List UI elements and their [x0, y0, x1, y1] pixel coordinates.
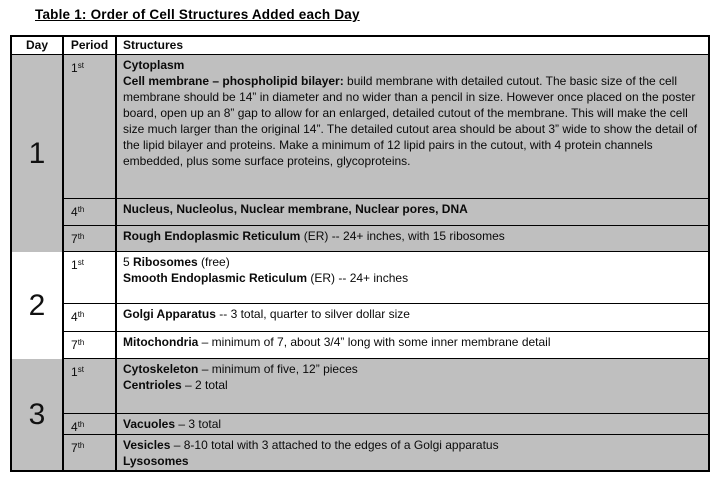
structures-cell	[117, 332, 708, 358]
structure-detail: 5	[123, 255, 134, 269]
structures-line	[123, 416, 700, 432]
structures-line	[123, 377, 700, 393]
day-group-2	[12, 252, 708, 359]
period-cell	[64, 55, 117, 198]
table-row	[64, 414, 708, 435]
structures-line	[123, 57, 700, 73]
period-number: 7	[71, 441, 78, 455]
table-row	[64, 199, 708, 226]
structures-cell	[117, 304, 708, 331]
period-ordinal-suffix: th	[77, 441, 85, 450]
period-cell	[64, 332, 117, 358]
structure-name: Smooth Endoplasmic Reticulum	[123, 271, 308, 285]
day-rows	[64, 55, 708, 252]
table-row	[64, 226, 708, 252]
period-number: 1	[71, 365, 78, 379]
structures-cell	[117, 55, 708, 198]
structure-detail: – 2 total	[181, 378, 228, 392]
day-number: 1	[12, 55, 64, 252]
table-body	[12, 55, 708, 470]
table-row	[64, 359, 708, 414]
structure-detail: – minimum of 7, about 3/4” long with some inner membrane detail	[198, 335, 551, 349]
period-ordinal-suffix: th	[77, 310, 85, 319]
day-rows	[64, 252, 708, 359]
day-rows	[64, 359, 708, 470]
day-number: 2	[12, 252, 64, 359]
table-row	[64, 332, 708, 359]
period-cell	[64, 304, 117, 331]
structure-detail: (ER) -- 24+ inches, with 15 ribosomes	[300, 229, 505, 243]
table-row	[64, 252, 708, 304]
structure-detail: build membrane with detailed cutout. The basic size of the cell membrane should be 14” in diameter and no wider than a pencil in size. However once placed on the poster board, open up an 8” gap to allow for an enlarged, detailed cutout of the membrane. This will make the cell size much larger than the original 14”. The detailed cutout area should be about 3” wide to show the detail of the lipid bilayer and proteins. Make a minimum of 12 lipid pairs in the cutout, with 4 protein channels embedded, plus some surface proteins, glycoproteins.	[123, 74, 698, 168]
period-cell	[64, 199, 117, 225]
structure-name: Cell membrane – phospholipid bilayer:	[123, 74, 344, 88]
structure-name: Golgi Apparatus	[123, 307, 216, 321]
structure-detail: – 3 total	[175, 417, 222, 431]
period-ordinal-suffix: th	[77, 232, 85, 241]
header-period: Period	[64, 37, 117, 54]
structures-line	[123, 201, 700, 217]
day-group-3	[12, 359, 708, 470]
table-row	[64, 55, 708, 199]
structure-name: Nucleus, Nucleolus, Nuclear membrane, Nuclear pores, DNA	[123, 202, 468, 216]
period-number: 7	[71, 338, 78, 352]
structures-cell	[117, 226, 708, 251]
table-row	[64, 304, 708, 332]
period-ordinal-suffix: st	[77, 258, 84, 267]
table-row	[64, 435, 708, 470]
period-number: 4	[71, 420, 78, 434]
cell-structures-table	[10, 35, 710, 472]
structures-line	[123, 334, 700, 350]
period-ordinal-suffix: th	[77, 205, 85, 214]
period-number: 7	[71, 232, 78, 246]
structures-line	[123, 437, 700, 453]
structure-name: Centrioles	[123, 378, 182, 392]
structure-name: Vesicles	[123, 438, 171, 452]
period-number: 1	[71, 258, 78, 272]
structures-line	[123, 270, 700, 286]
structures-line	[123, 228, 700, 244]
structures-line	[123, 361, 700, 377]
structure-name: Vacuoles	[123, 417, 176, 431]
structure-name: Cytoskeleton	[123, 362, 199, 376]
structures-cell	[117, 359, 708, 413]
period-ordinal-suffix: th	[77, 420, 85, 429]
period-cell	[64, 435, 117, 470]
structure-detail: (ER) -- 24+ inches	[307, 271, 409, 285]
period-cell	[64, 252, 117, 303]
period-ordinal-suffix: th	[77, 338, 85, 347]
period-cell	[64, 226, 117, 251]
structure-detail: – minimum of five, 12” pieces	[198, 362, 358, 376]
structure-name: Cytoplasm	[123, 58, 185, 72]
structures-cell	[117, 252, 708, 303]
structures-cell	[117, 414, 708, 434]
table-title: Table 1: Order of Cell Structures Added each Day	[35, 7, 360, 22]
structures-line	[123, 453, 700, 469]
header-day: Day	[12, 37, 64, 54]
structure-name: Mitochondria	[123, 335, 199, 349]
structure-name: Lysosomes	[123, 454, 189, 468]
structure-detail: -- 3 total, quarter to silver dollar size	[215, 307, 410, 321]
period-cell	[64, 359, 117, 413]
table-header-row	[12, 37, 708, 55]
period-ordinal-suffix: st	[77, 61, 84, 70]
header-structures: Structures	[123, 38, 184, 52]
structure-name: Ribosomes	[133, 255, 198, 269]
period-number: 4	[71, 310, 78, 324]
day-number: 3	[12, 359, 64, 470]
structure-detail: (free)	[197, 255, 230, 269]
period-number: 4	[71, 205, 78, 219]
period-cell	[64, 414, 117, 434]
day-group-1	[12, 55, 708, 252]
structures-line	[123, 254, 700, 270]
structures-cell	[117, 199, 708, 225]
structures-cell	[117, 435, 708, 470]
structures-line	[123, 306, 700, 322]
period-ordinal-suffix: st	[77, 365, 84, 374]
period-number: 1	[71, 61, 78, 75]
structure-detail: – 8-10 total with 3 attached to the edges of a Golgi apparatus	[170, 438, 499, 452]
structure-name: Rough Endoplasmic Reticulum	[123, 229, 301, 243]
structures-line	[123, 73, 700, 169]
